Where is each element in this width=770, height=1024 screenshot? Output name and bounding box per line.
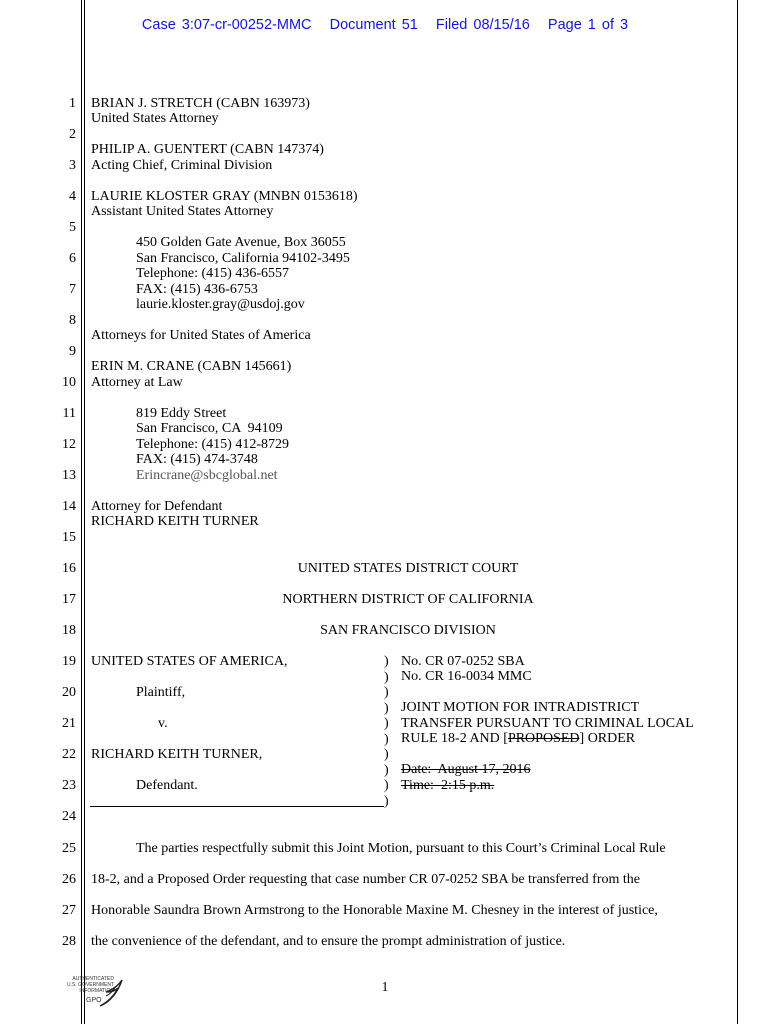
line-number: 11: [62, 406, 76, 421]
line-number: 24: [62, 809, 76, 824]
motion-title-part: RULE 18-2 AND [: [401, 731, 508, 746]
line-number: 21: [62, 716, 76, 731]
line-number: 26: [62, 872, 76, 887]
caption-underline: [90, 806, 384, 807]
line-number: 20: [62, 685, 76, 700]
caption-plaintiff-role: Plaintiff,: [136, 685, 186, 700]
case-number-1: No. CR 07-0252 SBA: [401, 654, 525, 669]
motion-title-line-1: JOINT MOTION FOR INTRADISTRICT: [401, 700, 640, 715]
defense-address: 819 Eddy Street: [136, 406, 227, 421]
defense-email: Erincrane@sbcglobal.net: [136, 468, 278, 483]
attorney-title: Acting Chief, Criminal Division: [91, 158, 273, 173]
caption-versus: v.: [158, 716, 168, 731]
defense-attorney-title: Attorney at Law: [91, 375, 183, 390]
govt-phone: Telephone: (415) 436-6557: [136, 266, 289, 281]
hearing-date-struck: Date: August 17, 2016: [401, 762, 531, 777]
defense-fax: FAX: (415) 474-3748: [136, 452, 258, 467]
body-line: 18-2, and a Proposed Order requesting that case number CR 07-0252 SBA be transferred from the: [91, 872, 640, 887]
body-line: Honorable Saundra Brown Armstrong to the Honorable Maxine M. Chesney in the interest of justice,: [91, 903, 658, 918]
line-number: 13: [62, 468, 76, 483]
defense-attorney-for: Attorney for Defendant: [91, 499, 223, 514]
line-number: 10: [62, 375, 76, 390]
page-number: 1: [381, 980, 389, 995]
logo-gpo-text: GPO: [86, 997, 102, 1004]
motion-title-struck: PROPOSED: [507, 731, 580, 746]
motion-title-line-3: [401, 731, 635, 747]
line-number: 8: [69, 313, 76, 328]
line-number: 23: [62, 778, 76, 793]
line-number: 4: [69, 189, 76, 204]
line-number: 19: [62, 654, 76, 669]
govt-attorneys-for: Attorneys for United States of America: [91, 328, 311, 343]
govt-address: 450 Golden Gate Avenue, Box 36055: [136, 235, 346, 250]
defense-attorney-name: ERIN M. CRANE (CABN 145661): [91, 359, 292, 374]
attorney-name: BRIAN J. STRETCH (CABN 163973): [91, 96, 310, 111]
line-number: 12: [62, 437, 76, 452]
left-margin-rule-inner: [84, 0, 85, 1024]
line-number: 16: [62, 561, 76, 576]
logo-text-line: U.S. GOVERNMENT: [67, 982, 114, 988]
right-margin-rule: [737, 0, 738, 1024]
line-number: 2: [69, 127, 76, 142]
caption-parens: ) ) ) ) ) ) ) ) ) ): [384, 654, 389, 809]
attorney-title: Assistant United States Attorney: [91, 204, 274, 219]
caption-plaintiff: UNITED STATES OF AMERICA,: [91, 654, 288, 669]
line-number: 22: [62, 747, 76, 762]
body-line: the convenience of the defendant, and to ensure the prompt administration of justice.: [91, 934, 566, 949]
case-number-2: No. CR 16-0034 MMC: [401, 669, 532, 684]
line-number: 17: [62, 592, 76, 607]
line-number: 9: [69, 344, 76, 359]
caption-defendant-role: Defendant.: [136, 778, 198, 793]
line-number: 25: [62, 841, 76, 856]
motion-title-line-2: TRANSFER PURSUANT TO CRIMINAL LOCAL: [401, 716, 694, 731]
gpo-eagle-icon: [96, 976, 130, 1010]
line-number: 1: [69, 96, 76, 111]
line-number: 6: [69, 251, 76, 266]
line-number: 14: [62, 499, 76, 514]
attorney-name: LAURIE KLOSTER GRAY (MNBN 0153618): [91, 189, 358, 204]
line-number: 15: [62, 530, 76, 545]
line-number: 5: [69, 220, 76, 235]
left-margin-rule-outer: [81, 0, 82, 1024]
gpo-authentication-logo: [44, 976, 134, 1016]
court-district: NORTHERN DISTRICT OF CALIFORNIA: [282, 592, 534, 607]
govt-fax: FAX: (415) 436-6753: [136, 282, 258, 297]
line-number: 28: [62, 934, 76, 949]
court-division: SAN FRANCISCO DIVISION: [320, 623, 496, 638]
line-number: 7: [69, 282, 76, 297]
line-number: 3: [69, 158, 76, 173]
govt-email: laurie.kloster.gray@usdoj.gov: [136, 297, 305, 312]
hearing-time-struck: Time: 2:15 p.m.: [401, 778, 495, 793]
logo-text-line: AUTHENTICATED: [72, 976, 114, 982]
defense-city: San Francisco, CA 94109: [136, 421, 283, 436]
court-name: UNITED STATES DISTRICT COURT: [297, 561, 519, 576]
line-number: 18: [62, 623, 76, 638]
attorney-title: United States Attorney: [91, 111, 219, 126]
case-header-stamp: Case 3:07-cr-00252-MMC Document 51 Filed 08/15/16 Page 1 of 3: [141, 17, 629, 33]
attorney-name: PHILIP A. GUENTERT (CABN 147374): [91, 142, 324, 157]
caption-defendant: RICHARD KEITH TURNER,: [91, 747, 263, 762]
line-number: 27: [62, 903, 76, 918]
motion-title-part: ] ORDER: [579, 731, 636, 746]
logo-text-line: INFORMATION: [79, 988, 114, 994]
body-line: The parties respectfully submit this Joint Motion, pursuant to this Court’s Criminal Local Rule: [136, 841, 666, 856]
defense-phone: Telephone: (415) 412-8729: [136, 437, 289, 452]
defense-client: RICHARD KEITH TURNER: [91, 514, 259, 529]
govt-city: San Francisco, California 94102-3495: [136, 251, 350, 266]
